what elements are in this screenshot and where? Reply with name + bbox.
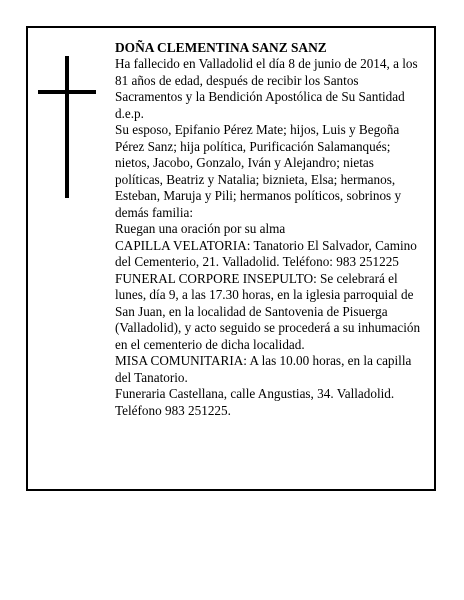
funeral-info: FUNERAL CORPORE INSEPULTO: Se celebrará el lunes, día 9, a las 17.30 horas, en la iglesia parroquial de San Juan, en la localidad de Santovenia de Pisuerga (Valladolid), y acto seguido se procederá a su inhumación en el cementerio de dicha localidad.: [115, 270, 421, 352]
obituary-text: [115, 39, 425, 419]
family-list: Su esposo, Epifanio Pérez Mate; hijos, Luis y Begoña Pérez Sanz; hija política, Purificación Salamanqués; nietos, Jacobo, Gonzalo, Iván y Alejandro; nietas políticas, Beatriz y Natalia; biznieta, Elsa; hermanos, Esteban, Maruja y Pili; hermanos políticos, sobrinos y demás familia:: [115, 122, 402, 220]
obituary-card: [26, 26, 436, 491]
mass-info: MISA COMUNITARIA: A las 10.00 horas, en la capilla del Tanatorio.: [115, 353, 412, 385]
latin-cross-icon: [38, 56, 96, 198]
deceased-name: DOÑA CLEMENTINA SANZ SANZ: [115, 40, 327, 55]
chapel-info: CAPILLA VELATORIA: Tanatorio El Salvador, Camino del Cementerio, 21. Valladolid. Teléfono: 983 251225: [115, 237, 417, 269]
funeral-home-info: Funeraria Castellana, calle Angustias, 34. Valladolid. Teléfono 983 251225.: [115, 386, 395, 418]
cross-vertical-bar: [65, 56, 69, 198]
cross-horizontal-bar: [38, 90, 96, 94]
death-announcement: Ha fallecido en Valladolid el día 8 de junio de 2014, a los 81 años de edad, después de recibir los Santos Sacramentos y la Bendición Apostólica de Su Santidad d.e.p.: [115, 56, 418, 121]
prayer-request: Ruegan una oración por su alma: [115, 221, 286, 236]
